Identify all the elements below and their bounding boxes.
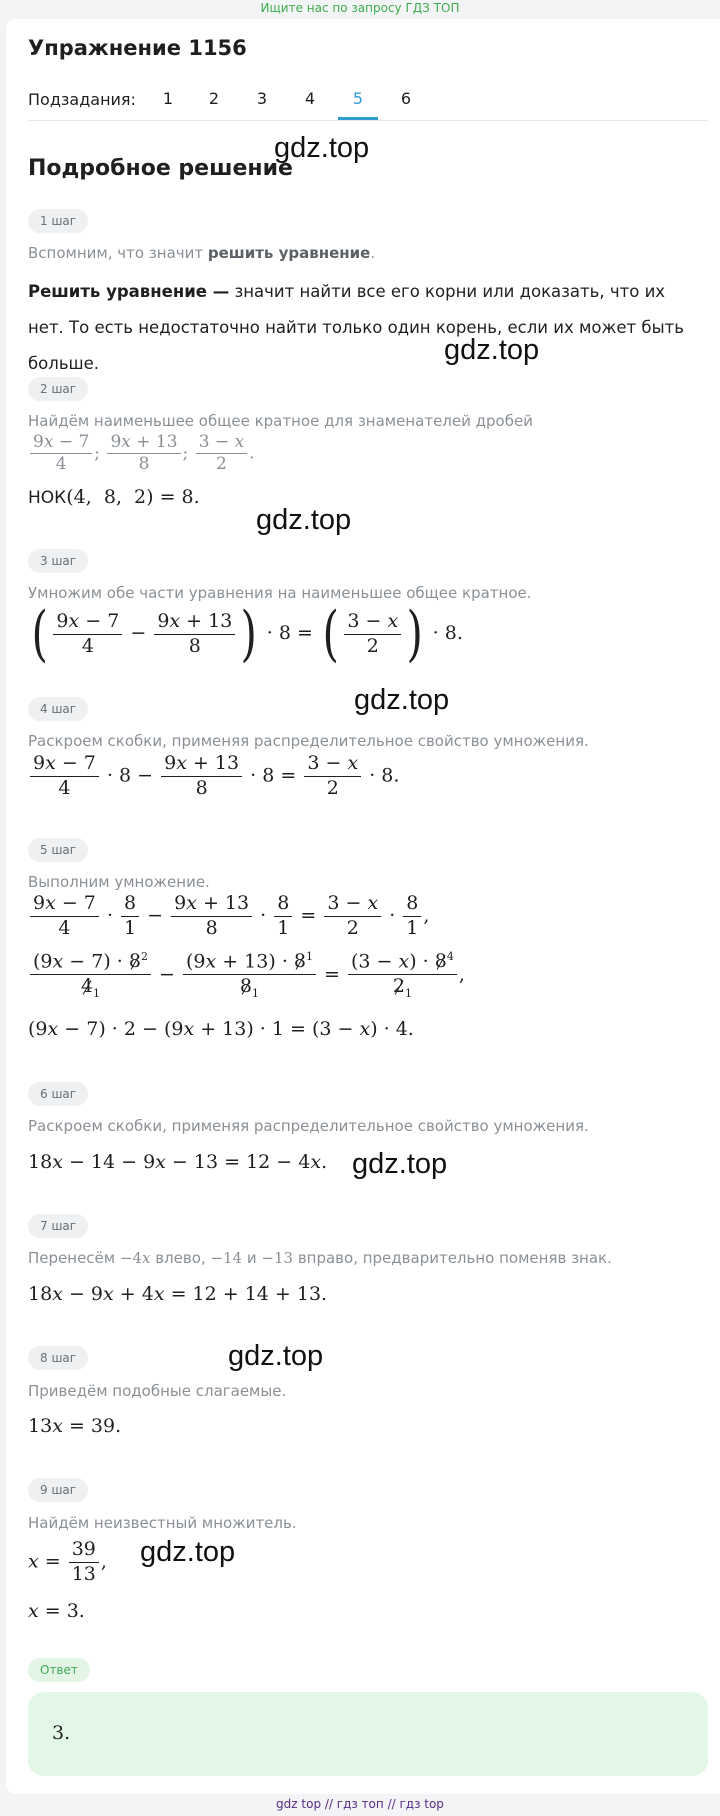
tab-5[interactable]: 5 [338,88,378,120]
tab-3[interactable]: 3 [256,89,268,108]
watermark: gdz.top [444,334,540,366]
tab-2[interactable]: 2 [208,89,220,108]
step-description: Раскроем скобки, применяя распределительное свойство умножения. [28,732,589,750]
top-banner: Ищите нас по запросу ГДЗ ТОП [260,1,460,15]
step-badge: 2 шаг [28,377,88,401]
watermark: gdz.top [274,132,370,164]
equation-step5-b: $\frac{(9x - 7) \cdot 8^2}{4_1}$ − $\frac{(9x + 13) \cdot 8^1}{8_1}$ = $\frac{(3 - x) \cdot 8^4}{2_1}$ , [28,950,465,1001]
footer-links[interactable]: gdz top // гдз топ // гдз top [276,1797,444,1811]
lcm-result: НОК(4, 8, 2) = 8. [28,486,200,508]
answer-box [28,1692,708,1776]
answer-value: 3. [52,1722,71,1744]
subtasks-label: Подзадания: [28,90,136,109]
definition-paragraph: Решить уравнение — значит найти все его корни или доказать, что их нет. То есть недостаточно найти только один корень, если их может быть больше. [28,282,684,373]
watermark: gdz.top [140,1536,236,1568]
step-badge: 1 шаг [28,209,88,233]
step-description: Выполним умножение. [28,873,210,891]
subtask-tabs [28,88,708,121]
answer-badge: Ответ [28,1658,90,1682]
step-description: Умножим обе части уравнения на наименьшее общее кратное. [28,584,532,602]
page-title: Упражнение 1156 [28,36,247,60]
section-title: Подробное решение [28,156,293,181]
equation-step4: $\frac{9x - 7}{4}$ · 8 − $\frac{9x + 13}{8}$ · 8 = $\frac{3 - x}{2}$ · 8. [28,752,399,801]
watermark: gdz.top [256,504,352,536]
step-description: Раскроем скобки, применяя распределительное свойство умножения. [28,1117,589,1135]
step-badge: 6 шаг [28,1082,88,1106]
equation-step9-a: x = $\frac{39}{13}$ , [28,1538,107,1585]
step-description: Приведём подобные слагаемые. [28,1382,287,1400]
tab-4[interactable]: 4 [304,89,316,108]
denominators-fractions: $\frac{9x - 7}{4}$ ; $\frac{9x + 13}{8}$ ; $\frac{3 - x}{2}$ . [28,432,255,476]
step-badge: 3 шаг [28,549,88,573]
equation-step9-b: x = 3. [28,1600,85,1622]
tab-1[interactable]: 1 [162,89,174,108]
step-description: Найдём неизвестный множитель. [28,1514,297,1532]
step-badge: 9 шаг [28,1478,88,1502]
step-badge: 4 шаг [28,697,88,721]
watermark: gdz.top [354,684,450,716]
equation-step5-c: (9x − 7) · 2 − (9x + 13) · 1 = (3 − x) · 4. [28,1018,414,1040]
equation-step3: ( $\frac{9x - 7}{4}$ − $\frac{9x + 13}{8}$ ) · 8 = ( $\frac{3 - x}{2}$ ) · 8. [31,599,463,669]
step-description: Перенесём −4x влево, −14 и −13 вправо, предварительно поменяв знак. [28,1249,612,1267]
step-badge: 5 шаг [28,838,88,862]
equation-step8: 13x = 39. [28,1415,122,1437]
step-description: Найдём наименьшее общее кратное для знаменателей дробей [28,412,533,430]
tab-6[interactable]: 6 [400,89,412,108]
watermark: gdz.top [352,1148,448,1180]
equation-step7: 18x − 9x + 4x = 12 + 14 + 13. [28,1283,328,1305]
equation-step5-a: $\frac{9x - 7}{4}$ · $\frac{8}{1}$ − $\frac{9x + 13}{8}$ · $\frac{8}{1}$ = $\frac{3 - x}{2}$ · $\frac{8}{1}$ , [28,892,429,941]
watermark: gdz.top [228,1340,324,1372]
equation-step6: 18x − 14 − 9x − 13 = 12 − 4x. [28,1151,328,1173]
step-badge: 7 шаг [28,1214,88,1238]
step-badge: 8 шаг [28,1346,88,1370]
step-description: Вспомним, что значит решить уравнение. [28,244,376,262]
